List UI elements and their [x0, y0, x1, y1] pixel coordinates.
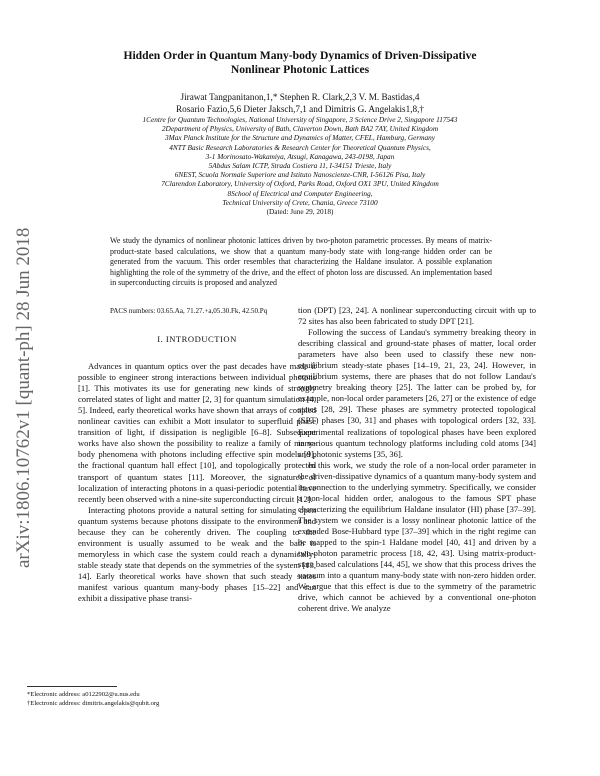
affiliation: 6NEST, Scuola Normale Superiore and Istituto Nanoscienze-CNR, I-56126 Pisa, Italy [174, 170, 426, 180]
authors-line-2: Rosario Fazio,5,6 Dieter Jaksch,7,1 and Dimitris G. Angelakis1,8,† [175, 104, 425, 114]
affiliation: 3Max Planck Institute for the Structure and Dynamics of Matter, CFEL, Hamburg, Germany [164, 133, 435, 143]
affiliation: 7Clarendon Laboratory, University of Oxford, Parks Road, Oxford OX1 3PU, United Kingdom [161, 179, 439, 189]
footnotes [27, 690, 159, 708]
author-list [60, 91, 540, 115]
footnote: *Electronic address: a0122902@u.nus.edu [27, 691, 140, 698]
paragraph: Advances in quantum optics over the past decades have made it possible to engineer strong interactions between individual photons [1]. This motivates its use for generating new kinds of strongly correlated states of light and matter [2, 3] for quantum simulation [4, 5]. Indeed, early theoretical works have shown that arrays of coupled nonlinear cavities can exhibit a Mott insulator to superfluid phase transition of light, if dissipation is negligible [6–8]. Subsequent works have also shown the possibility to realize a family of many-body phenomena with photons including effective spin models [9], the fractional quantum hall effect [10], and topologically protected transport of quantum states [11]. Moreover, the signatures of localization of interacting photons in a quasi-periodic potential have recently been observed with a nine-site superconducting circuit [12]. [78, 361, 316, 504]
pacs-numbers: PACS numbers: 03.65.Aa, 71.27.+a,05.30.Fk, 42.50.Pq [110, 307, 268, 315]
footnote-rule [27, 686, 117, 687]
affiliation: Technical University of Crete, Chania, Greece 73100 [222, 197, 378, 207]
arxiv-stamp-text: arXiv:1806.10762v1 [quant-ph] 28 Jun 2018 [13, 227, 34, 568]
section-heading: I. INTRODUCTION [157, 334, 237, 344]
paragraph: Interacting photons provide a natural setting for simulating open quantum systems because photons dissipate to the environment and because they can be coherently driven. The coupling to the environment is usually assumed to be weak and the bath is memoryless in which case the system could reach a dynamically-stable steady state that depends on the symmetries of the system [13, 14]. Early theoretical works have shown that such steady states manifest various quantum many-body phases [15–22] and can exhibit a dissipative phase transi- [78, 504, 316, 604]
affiliation: 4NTT Basic Research Laboratories & Research Center for Theoretical Quantum Physics, [169, 142, 431, 152]
dated-line: (Dated: June 29, 2018) [266, 207, 334, 217]
left-column [78, 334, 316, 604]
title-line-2: Nonlinear Photonic Lattices [230, 63, 370, 76]
affiliation: 5Abdus Salam ICTP, Strada Costiera 11, I-34151 Trieste, Italy [208, 161, 392, 171]
title-line-1: Hidden Order in Quantum Many-body Dynamics of Driven-Dissipative [123, 49, 477, 62]
paragraph: Following the success of Landau's symmetry breaking theory in describing classical and ground-state phases of matter, local order parameters have also been used to classify these new non-equilibrium steady-state phases [14–19, 21, 23, 24]. However, in equilibrium systems, there are phases that do not follow Landau's symmetry breaking theory [25]. The latter can be probed by, for example, non-local order parameters [26, 27] or the existence of edge states [28, 29]. These phases are symmetry protected topological (SPT) phases [30, 31] and phases with topological orders [32, 33]. Experimental realizations of topological phases have been explored in various quantum technology platforms including cold atoms [34] and photonic systems [35, 36]. [298, 327, 536, 459]
footnote: †Electronic address: dimitris.angelakis@qubit.org [27, 700, 160, 707]
paragraph: In this work, we study the role of a non-local order parameter in the driven-dissipative dynamics of a quantum many-body system and its connection to the underlying symmetry. Specifically, we consider a non-local hidden order, analogous to the famous SPT phase characterizing the equilibrium Haldane insulator (HI) phase [37–39]. The system we consider is a lossy nonlinear photonic lattice of the extended Bose-Hubbard type [37–39] which in the right regime can be mapped to the spin-1 Haldane model [40, 41] and driven by a two-photon parametric process [18, 42, 43]. Using matrix-product-state based calculations [44, 45], we show that this process drives the vacuum into a quantum many-body state with non-zero hidden order. We argue that this effect is due to the symmetry of the parametric drive, which cannot be achieved by a conventional one-photon coherent drive. We analyze [298, 459, 536, 614]
paper-title [60, 49, 540, 77]
paragraph: tion (DPT) [23, 24]. A nonlinear superconducting circuit with up to 72 sites has also been fabricated to study DPT [21]. [298, 305, 536, 327]
affiliation: 2Department of Physics, University of Bath, Claverton Down, Bath BA2 7AY, United Kingdom [161, 124, 439, 134]
affiliations [60, 115, 540, 216]
affiliation: 8School of Electrical and Computer Engineering, [227, 188, 373, 198]
authors-line-1: Jirawat Tangpanitanon,1,* Stephen R. Clark,2,3 V. M. Bastidas,4 [180, 92, 420, 102]
arxiv-stamp [2, 210, 38, 570]
affiliation: 1Centre for Quantum Technologies, National University of Singapore, 3 Science Drive 2, Singapore 117543 [142, 115, 458, 124]
affiliation: 3-1 Morinosato-Wakamiya, Atsugi, Kanagawa, 243-0198, Japan [205, 151, 395, 161]
abstract: We study the dynamics of nonlinear photonic lattices driven by two-photon parametric processes. By means of matrix-product-state based calculations, we show that a quantum many-body state with long-range hidden order can be generated from the vacuum. This order resembles that characterizing the Haldane insulator. A possible explanation highlighting the role of the symmetry of the drive, and the effect of photon loss are discussed. An implementation based in superconducting circuits is proposed and analyzed [110, 236, 492, 287]
right-column [298, 305, 536, 614]
